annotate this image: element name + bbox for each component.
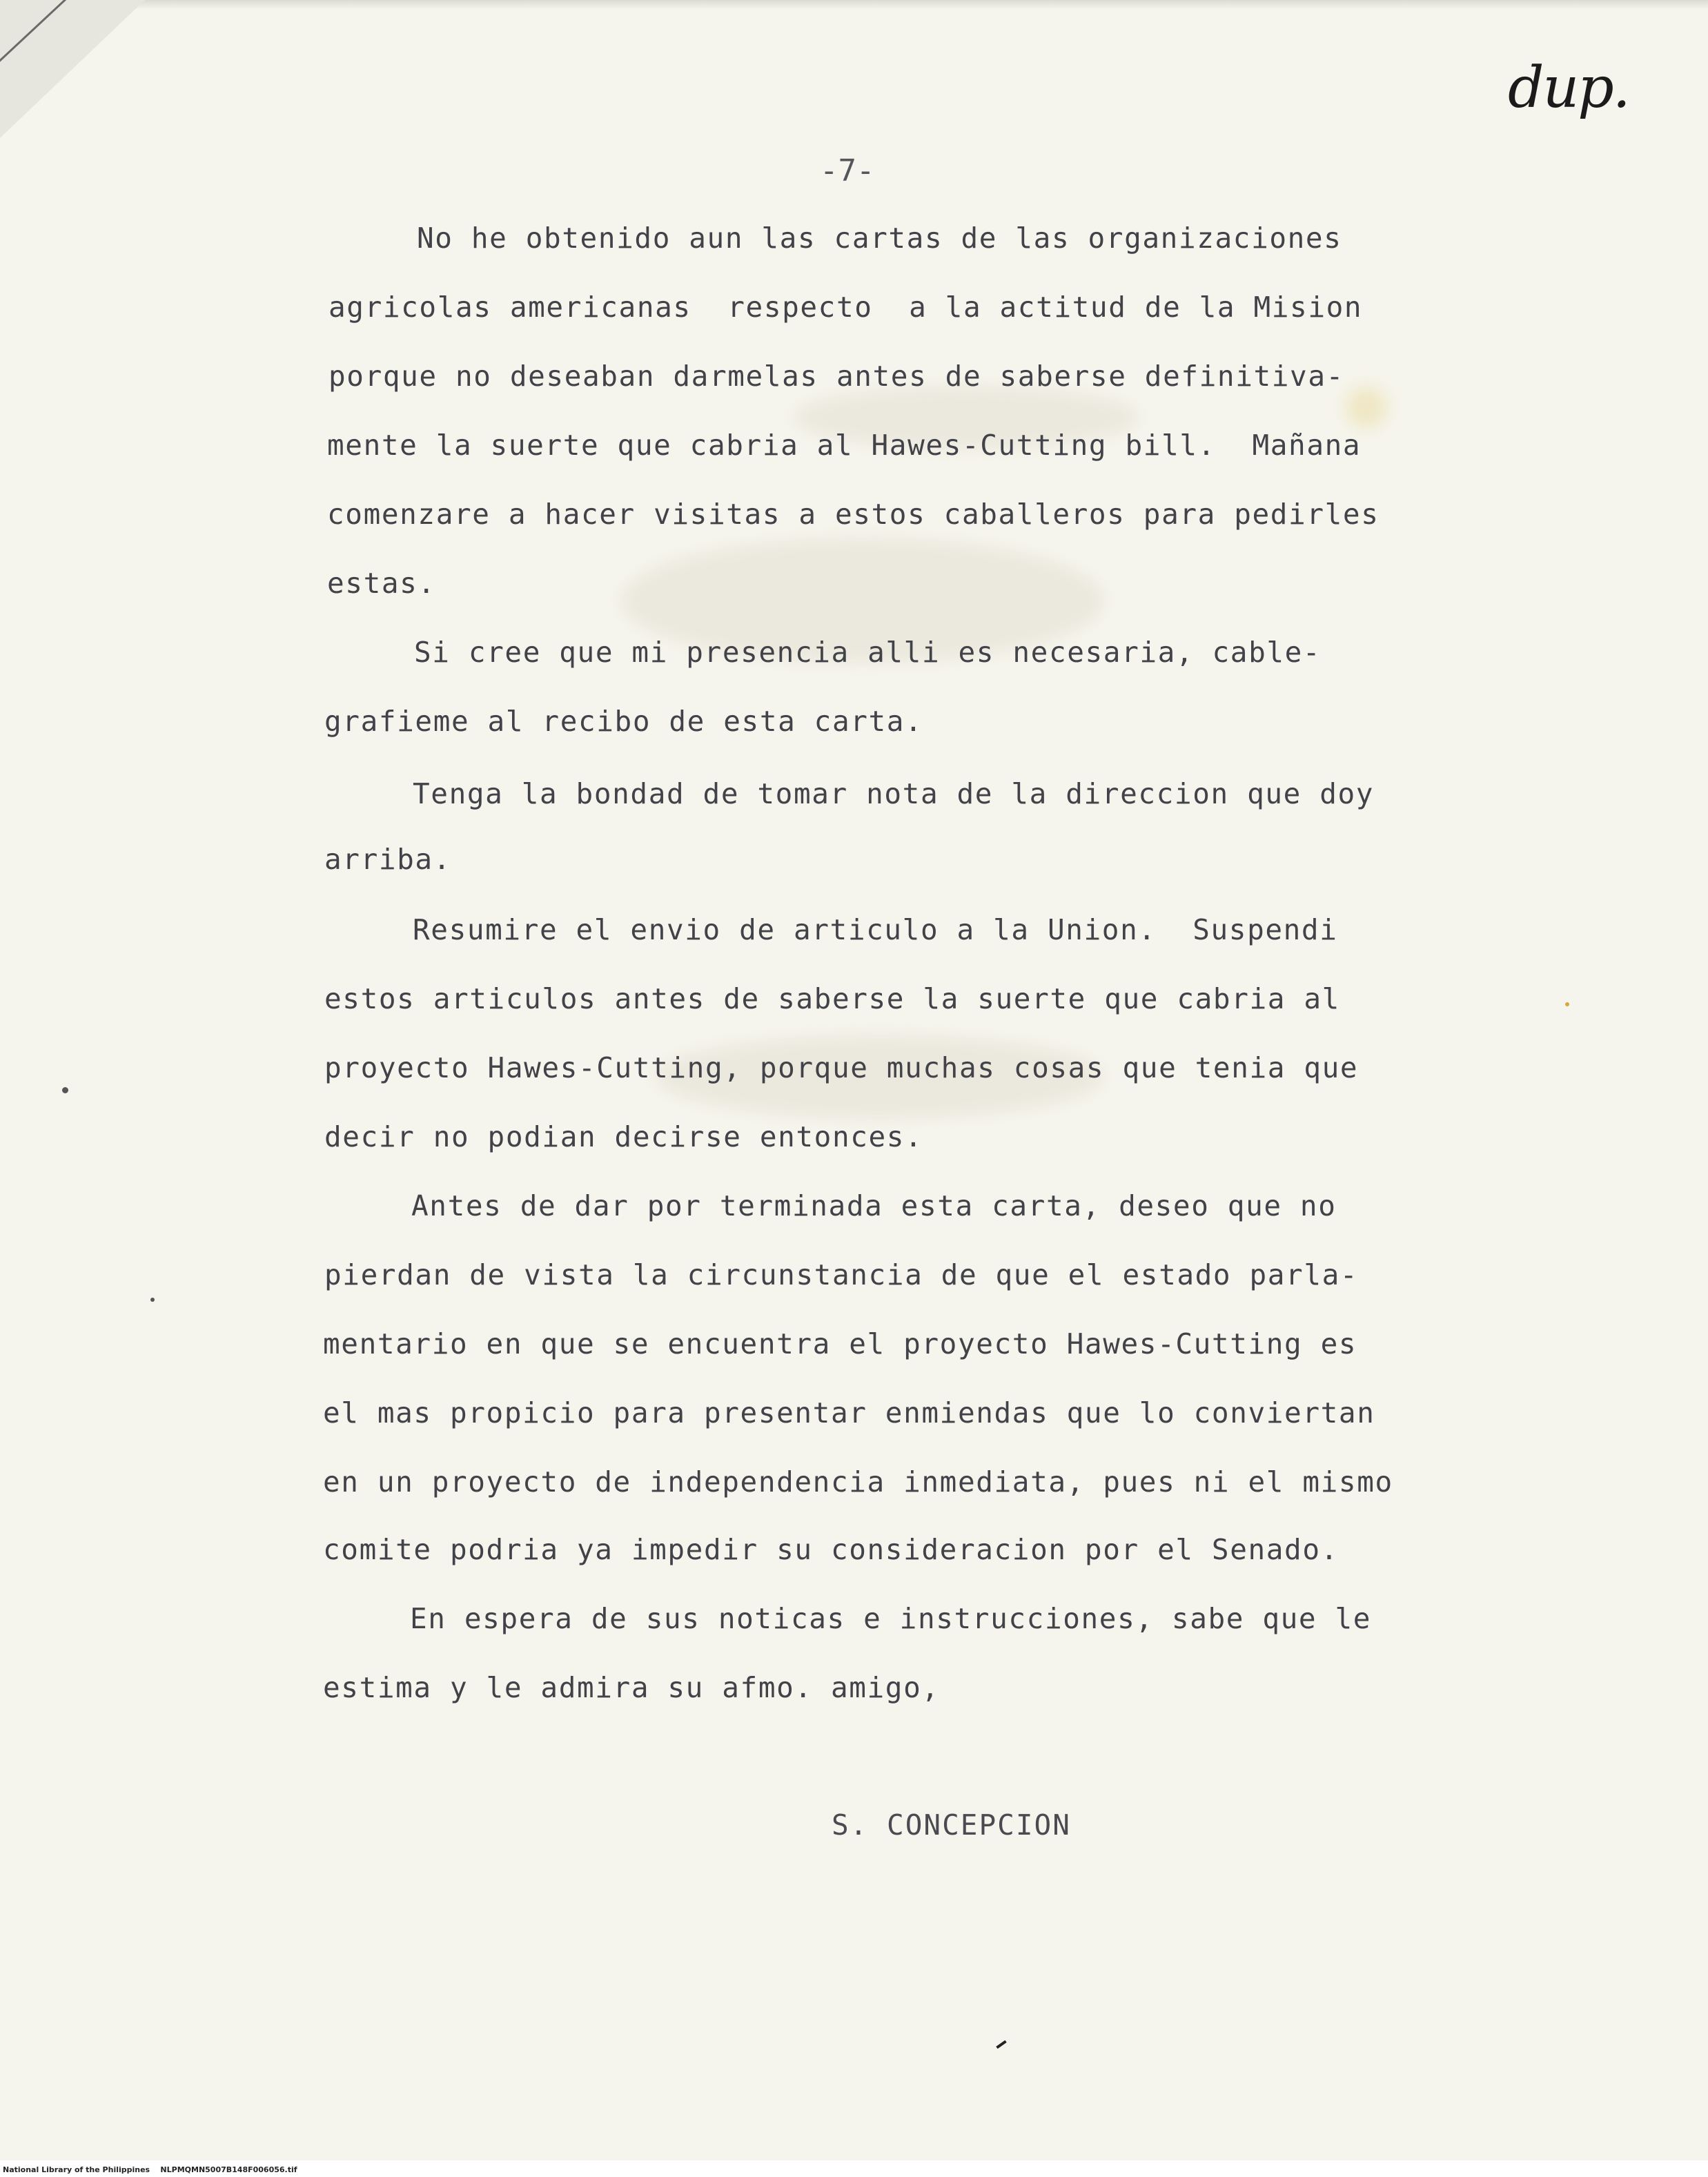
footer-strip xyxy=(0,2160,1708,2177)
text-line: proyecto Hawes-Cutting, porque muchas cosas que tenia que xyxy=(324,1051,1359,1084)
text-line: estas. xyxy=(327,567,436,600)
text-line: porque no deseaban darmelas antes de saberse definitiva- xyxy=(328,360,1344,393)
text-line: el mas propicio para presentar enmiendas que lo conviertan xyxy=(323,1396,1375,1429)
page-number: -7- xyxy=(820,153,875,188)
pencil-mark xyxy=(996,2040,1006,2049)
folded-corner xyxy=(0,0,145,138)
text-line: agricolas americanas respecto a la actitud de la Mision xyxy=(328,291,1363,324)
speck xyxy=(150,1298,155,1302)
handwritten-annotation: dup. xyxy=(1508,55,1629,121)
text-line: Antes de dar por terminada esta carta, deseo que no xyxy=(411,1189,1337,1222)
text-line: comenzare a hacer visitas a estos caballeros para pedirles xyxy=(327,498,1380,531)
text-line: estima y le admira su afmo. amigo, xyxy=(323,1671,940,1704)
text-line: No he obtenido aun las cartas de las organizaciones xyxy=(417,222,1342,255)
speck xyxy=(62,1087,68,1093)
text-line: comite podria ya impedir su consideracion por el Senado. xyxy=(323,1533,1339,1566)
text-line: Resumire el envio de articulo a la Union. Suspendi xyxy=(413,913,1338,946)
speck xyxy=(1565,1002,1569,1006)
page-top-edge xyxy=(0,0,1708,10)
signature-name: S. CONCEPCION xyxy=(832,1808,1071,1842)
text-line: en un proyecto de independencia inmediata, pues ni el mismo xyxy=(323,1465,1393,1498)
text-line: mentario en que se encuentra el proyecto Hawes-Cutting es xyxy=(323,1327,1357,1360)
footer-caption: National Library of the Philippines NLPMQMN5007B148F006056.tif xyxy=(3,2165,297,2174)
text-line: mente la suerte que cabria al Hawes-Cutting bill. Mañana xyxy=(327,429,1362,462)
text-line: Tenga la bondad de tomar nota de la direccion que doy xyxy=(413,777,1375,810)
text-line: En espera de sus noticas e instrucciones, sabe que le xyxy=(410,1602,1372,1635)
text-line: arriba. xyxy=(324,843,451,876)
text-line: Si cree que mi presencia alli es necesaria, cable- xyxy=(414,636,1322,669)
text-line: estos articulos antes de saberse la suerte que cabria al xyxy=(324,982,1340,1015)
text-line: pierdan de vista la circunstancia de que el estado parla- xyxy=(324,1258,1359,1291)
text-line: decir no podian decirse entonces. xyxy=(324,1120,923,1153)
text-line: grafieme al recibo de esta carta. xyxy=(324,705,923,738)
